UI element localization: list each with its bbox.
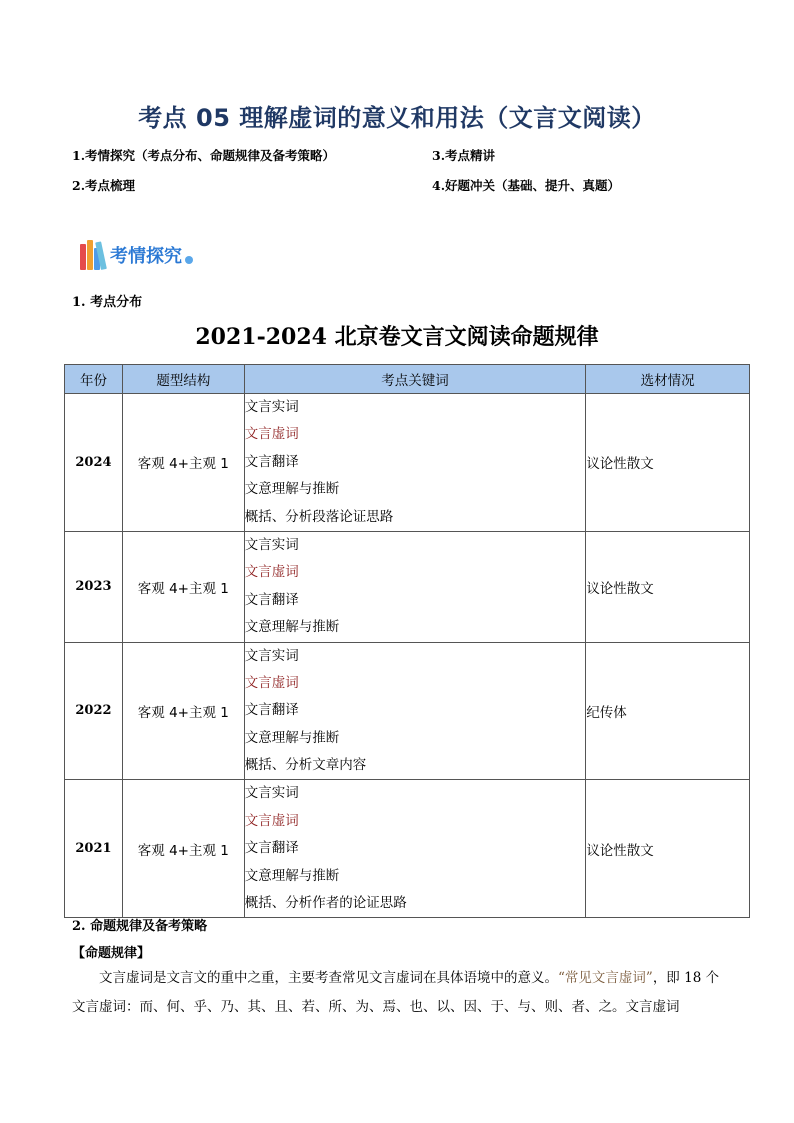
body-paragraph	[72, 964, 732, 1022]
material-cell: 议论性散文	[586, 780, 750, 918]
keyword: 文言实词	[244, 647, 299, 664]
year-cell: 2024	[65, 394, 123, 532]
structure-cell: 客观 4+主观 1	[122, 531, 244, 642]
section-header-kaoqing	[80, 238, 193, 272]
keywords-cell	[244, 394, 586, 532]
table-row	[65, 394, 750, 532]
material-cell: 纪传体	[586, 642, 750, 780]
keyword: 概括、分析段落论证思路	[244, 508, 394, 525]
structure-cell: 客观 4+主观 1	[122, 394, 244, 532]
dot-icon	[185, 256, 193, 264]
keyword: 文言实词	[244, 785, 299, 802]
exam-pattern-table	[64, 364, 750, 918]
paragraph-text: ，即 18 个文言虚词：而、何、乎、乃、其、且、若、所、为、焉、也、以、因、于、与、则、者、之。文言虚词	[72, 970, 720, 1015]
year-cell: 2021	[65, 780, 123, 918]
section-title: 考情探究	[110, 246, 182, 267]
structure-cell: 客观 4+主观 1	[122, 780, 244, 918]
keyword: 文言实词	[244, 399, 299, 415]
toc-item-3[interactable]: 3.考点精讲	[432, 148, 496, 163]
keyword: 概括、分析文章内容	[244, 757, 367, 774]
table-row	[65, 642, 750, 780]
toc-item-4[interactable]: 4.好题冲关（基础、提升、真题）	[432, 178, 621, 193]
books-icon	[80, 240, 108, 270]
toc-item-1[interactable]: 1.考情探究（考点分布、命题规律及备考策略）	[72, 148, 336, 163]
paragraph-quote: “常见文言虚词”	[558, 970, 653, 986]
keyword-highlight: 文言虚词	[244, 564, 299, 581]
table-header-row	[65, 365, 750, 394]
keyword: 文言翻译	[244, 591, 299, 608]
structure-cell: 客观 4+主观 1	[122, 642, 244, 780]
subsection-title-2: 2. 命题规律及备考策略	[72, 919, 208, 934]
year-cell: 2023	[65, 531, 123, 642]
table-row	[65, 780, 750, 918]
keyword: 文意理解与推断	[244, 481, 340, 498]
keyword: 文意理解与推断	[244, 867, 340, 884]
keyword: 文言翻译	[244, 453, 299, 470]
table-row	[65, 531, 750, 642]
keywords-cell	[244, 642, 586, 780]
header-keywords: 考点关键词	[244, 365, 586, 394]
keyword: 概括、分析作者的论证思路	[244, 895, 407, 912]
header-structure: 题型结构	[122, 365, 244, 394]
header-material: 选材情况	[586, 365, 750, 394]
toc-item-2[interactable]: 2.考点梳理	[72, 178, 136, 193]
keywords-cell	[244, 531, 586, 642]
keyword: 文言实词	[244, 536, 299, 553]
keywords-cell	[244, 780, 586, 918]
subsection-title-1: 1. 考点分布	[72, 295, 143, 310]
rule-heading: 【命题规律】	[72, 946, 151, 961]
year-cell: 2022	[65, 642, 123, 780]
page-title: 考点 05 理解虚词的意义和用法（文言文阅读）	[138, 104, 656, 132]
table-title: 2021-2024 北京卷文言文阅读命题规律	[195, 324, 599, 350]
keyword-highlight: 文言虚词	[244, 426, 299, 443]
material-cell: 议论性散文	[586, 531, 750, 642]
keyword: 文言翻译	[244, 840, 299, 857]
keyword-highlight: 文言虚词	[244, 674, 299, 691]
material-cell: 议论性散文	[586, 394, 750, 532]
header-year: 年份	[65, 365, 123, 394]
keyword: 文意理解与推断	[244, 619, 340, 636]
keyword-highlight: 文言虚词	[244, 812, 299, 829]
keyword: 文言翻译	[244, 702, 299, 719]
keyword: 文意理解与推断	[244, 729, 340, 746]
paragraph-text: 文言虚词是文言文的重中之重，主要考查常见文言虚词在具体语境中的意义。	[99, 970, 558, 986]
